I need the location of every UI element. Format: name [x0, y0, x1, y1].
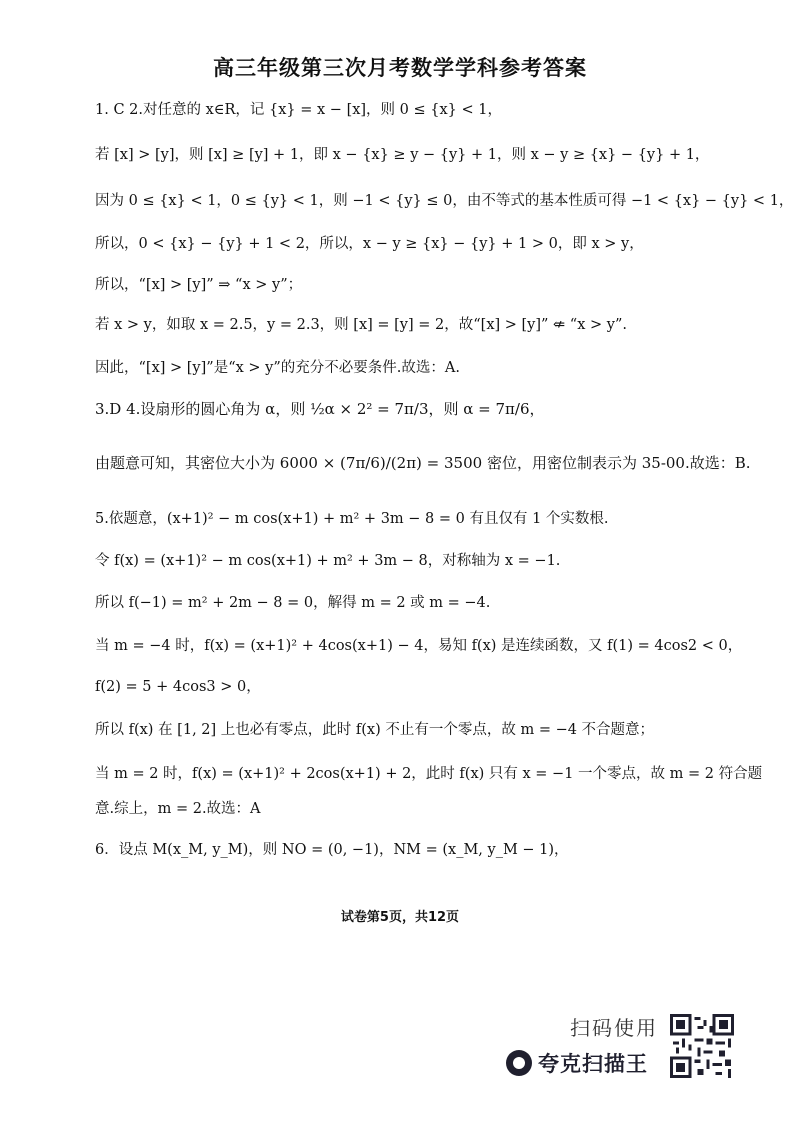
answer-line-11: 令 f(x) = (x+1)² − m cos(x+1) + m² + 3m − 8，对称轴为 x = −1. [95, 553, 561, 569]
answer-line-17: 意.综上，m = 2.故选：A [95, 801, 261, 817]
qr-code-icon [670, 1014, 734, 1078]
answer-line-10: 5.依题意，(x+1)² − m cos(x+1) + m² + 3m − 8 = 0 有且仅有 1 个实数根. [95, 511, 609, 527]
brand-name: 夸克扫描王 [538, 1052, 648, 1076]
quark-logo-icon [506, 1050, 532, 1076]
answer-line-3: 因为 0 ≤ {x} < 1，0 ≤ {y} < 1，则 −1 < {y} ≤ 0，由不等式的基本性质可得 −1 < {x} − {y} < 1， [95, 193, 794, 209]
answer-line-12: 所以 f(−1) = m² + 2m − 8 = 0，解得 m = 2 或 m = −4. [95, 595, 491, 611]
answer-line-4: 所以，0 < {x} − {y} + 1 < 2，所以，x − y ≥ {x} − {y} + 1 > 0，即 x > y， [95, 236, 644, 252]
page-footer: 试卷第5页，共12页 [340, 910, 460, 925]
scanner-watermark [506, 1012, 736, 1082]
answer-line-16: 当 m = 2 时，f(x) = (x+1)² + 2cos(x+1) + 2，此时 f(x) 只有 x = −1 一个零点，故 m = 2 符合题 [95, 766, 763, 782]
answer-line-1: 1. C 2.对任意的 x∈R，记 {x} = x − [x]，则 0 ≤ {x} < 1， [95, 102, 502, 118]
answer-line-5: 所以，“[x] > [y]” ⇒ “x > y”； [95, 277, 303, 293]
answer-line-14: f(2) = 5 + 4cos3 > 0， [95, 679, 261, 695]
scan-caption: 扫码使用 [570, 1016, 658, 1040]
answer-line-9: 由题意可知，其密位大小为 6000 × (7π/6)/(2π) = 3500 密位，用密位制表示为 35-00.故选：B. [95, 454, 751, 472]
answer-line-15: 所以 f(x) 在 [1, 2] 上也必有零点，此时 f(x) 不止有一个零点，故 m = −4 不合题意； [95, 722, 655, 738]
page-title: 高三年级第三次月考数学学科参考答案 [213, 56, 587, 80]
brand-row [506, 1048, 648, 1078]
answer-line-8: 3.D 4.设扇形的圆心角为 α，则 ½α × 2² = 7π/3，则 α = 7π/6， [95, 400, 545, 418]
answer-line-6: 若 x > y，如取 x = 2.5，y = 2.3，则 [x] = [y] = 2，故“[x] > [y]” ⇍ “x > y”. [95, 317, 627, 333]
answer-line-13: 当 m = −4 时，f(x) = (x+1)² + 4cos(x+1) − 4，易知 f(x) 是连续函数，又 f(1) = 4cos2 < 0， [95, 638, 743, 654]
answer-line-2: 若 [x] > [y]，则 [x] ≥ [y] + 1，即 x − {x} ≥ y − {y} + 1，则 x − y ≥ {x} − {y} + 1， [95, 147, 710, 163]
answer-line-18: 6．设点 M(x_M, y_M)，则 NO = (0, −1)，NM = (x_M, y_M − 1)， [95, 842, 569, 858]
answer-line-7: 因此，“[x] > [y]”是“x > y”的充分不必要条件.故选：A. [95, 360, 460, 376]
